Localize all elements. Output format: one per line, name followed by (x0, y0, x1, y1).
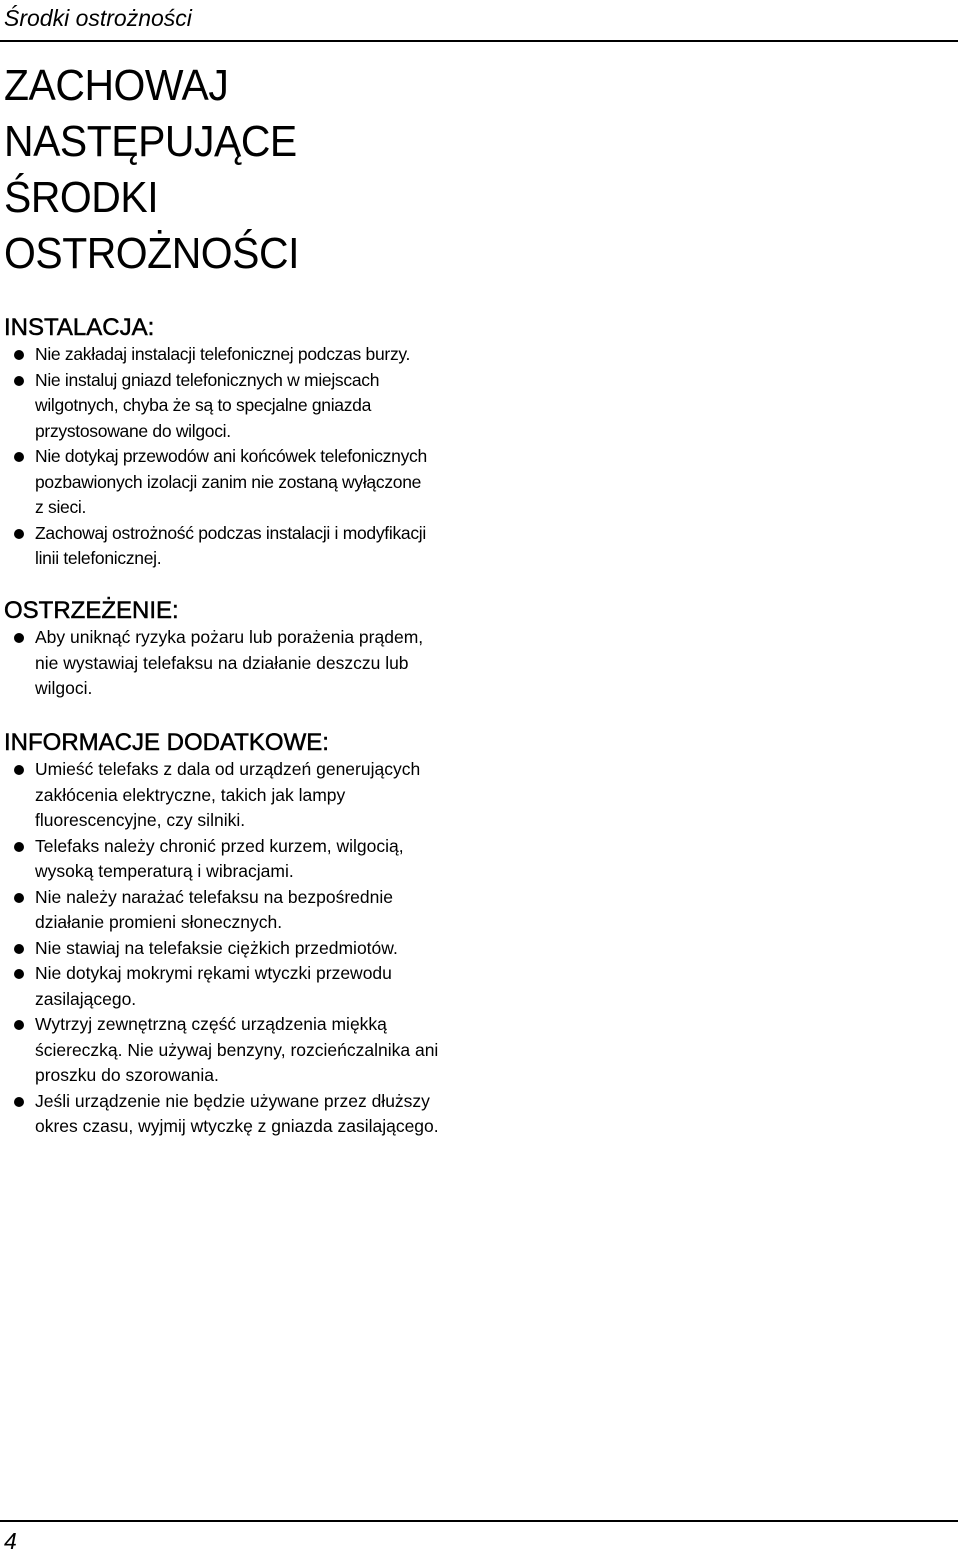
page-number: 4 (4, 1528, 17, 1554)
list-item-line: Nie stawiaj na telefaksie ciężkich przedmiotów. (35, 937, 398, 958)
list-item (4, 625, 474, 702)
page-footer (0, 1520, 958, 1554)
bullet-icon (14, 842, 24, 852)
bullet-icon (14, 350, 24, 360)
info-section (4, 729, 474, 1140)
list-item-line: wilgotnych, chyba że są to specjalne gniazda (35, 395, 372, 415)
list-item-line: proszku do szorowania. (35, 1065, 219, 1085)
warning-section (4, 597, 474, 702)
list-item (4, 961, 474, 1012)
page-header (0, 0, 958, 42)
main-title-line: OSTROŻNOŚCI (4, 229, 299, 278)
list-item (4, 368, 474, 445)
list-item-line: linii telefonicznej. (35, 548, 162, 568)
list-item (4, 885, 474, 936)
installation-list (4, 342, 474, 572)
bullet-icon (14, 633, 24, 643)
list-item-line: Nie instaluj gniazd telefonicznych w miejscach (35, 369, 380, 390)
list-item-line: Wytrzyj zewnętrzną część urządzenia miękką (35, 1014, 387, 1034)
list-item (4, 444, 474, 521)
list-item-line: ściereczką. Nie używaj benzyny, rozcieńczalnika ani (35, 1039, 439, 1060)
list-item-line: Telefaks należy chronić przed kurzem, wilgocią, (35, 835, 404, 856)
main-title-line: ŚRODKI (4, 173, 159, 222)
list-item-line: Nie należy narażać telefaksu na bezpośrednie (35, 886, 393, 907)
list-item-line: Umieść telefaks z dala od urządzeń generujących (35, 759, 421, 779)
list-item-line: zasilającego. (35, 988, 137, 1009)
bullet-icon (14, 376, 24, 386)
warning-heading: OSTRZEŻENIE: (4, 597, 179, 624)
list-item-line: fluorescencyjne, czy silniki. (35, 810, 246, 830)
list-item-line: wysoką temperaturą i wibracjami. (35, 861, 294, 881)
bullet-icon (14, 1097, 24, 1107)
list-item-line: Nie dotykaj mokrymi rękami wtyczki przewodu (35, 963, 392, 983)
list-item-line: Nie dotykaj przewodów ani końcówek telefonicznych (35, 446, 427, 466)
bullet-icon (14, 529, 24, 539)
main-title-line: ZACHOWAJ (4, 61, 229, 110)
bullet-icon (14, 765, 24, 775)
list-item (4, 1012, 474, 1089)
bullet-icon (14, 969, 24, 979)
header-title: Środki ostrożności (4, 5, 192, 31)
list-item (4, 342, 474, 368)
list-item-line: zakłócenia elektryczne, takich jak lampy (35, 784, 346, 805)
list-item-line: Jeśli urządzenie nie będzie używane przez dłuższy (35, 1090, 430, 1111)
list-item-line: Aby uniknąć ryzyka pożaru lub porażenia prądem, (35, 627, 424, 647)
list-item (4, 834, 474, 885)
list-item-line: przystosowane do wilgoci. (35, 420, 231, 441)
list-item (4, 936, 474, 962)
list-item-line: nie wystawiaj telefaksu na działanie deszczu lub (35, 652, 409, 673)
bullet-icon (14, 893, 24, 903)
installation-heading: INSTALACJA: (4, 314, 155, 341)
bullet-icon (14, 944, 24, 954)
info-list (4, 757, 474, 1140)
list-item-line: Zachowaj ostrożność podczas instalacji i modyfikacji (35, 522, 426, 543)
main-title-line: NASTĘPUJĄCE (4, 117, 297, 166)
bullet-icon (14, 452, 24, 462)
list-item-line: działanie promieni słonecznych. (35, 912, 283, 932)
info-heading: INFORMACJE DODATKOWE: (4, 729, 329, 756)
warning-list (4, 625, 474, 702)
list-item-line: Nie zakładaj instalacji telefonicznej podczas burzy. (35, 344, 411, 364)
list-item (4, 1089, 474, 1140)
bullet-icon (14, 1020, 24, 1030)
list-item (4, 757, 474, 834)
main-title (4, 58, 441, 282)
list-item-line: pozbawionych izolacji zanim nie zostaną wyłączone (35, 471, 422, 492)
list-item-line: wilgoci. (35, 678, 93, 698)
list-item (4, 521, 474, 572)
list-item-line: z sieci. (35, 497, 87, 517)
list-item-line: okres czasu, wyjmij wtyczkę z gniazda zasilającego. (35, 1116, 439, 1136)
installation-section (4, 314, 474, 572)
